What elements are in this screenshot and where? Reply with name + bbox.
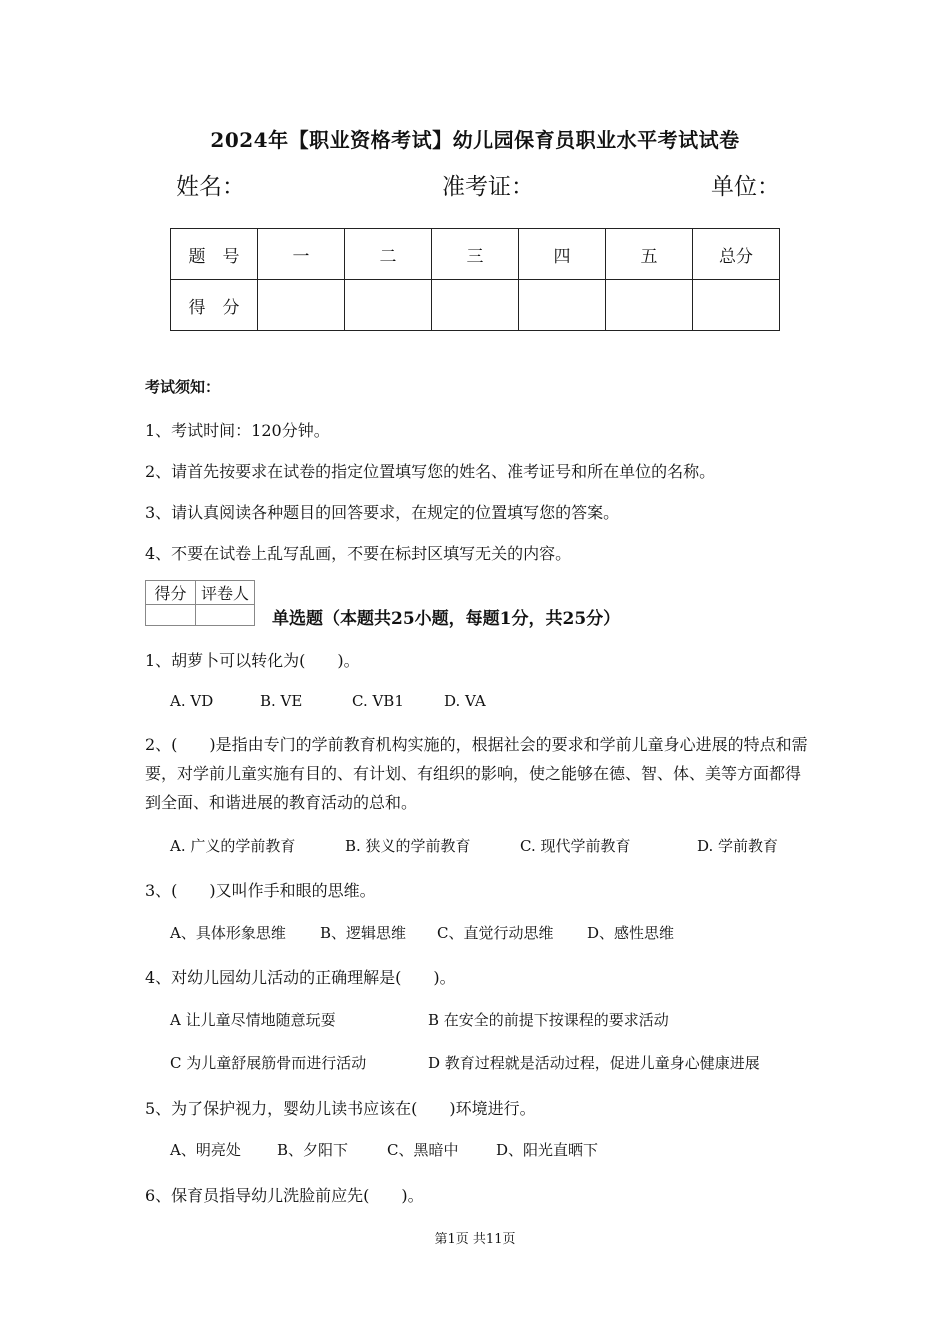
question-option[interactable]: C. VB1 <box>352 692 404 710</box>
score-cell[interactable] <box>519 280 606 331</box>
question-option[interactable]: A、明亮处 <box>170 1141 241 1159</box>
question-option[interactable]: C、直觉行动思维 <box>437 924 554 942</box>
score-table-header-row <box>171 229 780 280</box>
grader-box <box>145 580 255 626</box>
notice-title: 考试须知： <box>145 378 221 396</box>
exam-title: 2024年【职业资格考试】幼儿园保育员职业水平考试试卷 <box>210 128 740 152</box>
notice-item: 2、请首先按要求在试卷的指定位置填写您的姓名、准考证号和所在单位的名称。 <box>145 462 716 481</box>
question-option[interactable]: A. VD <box>170 692 214 710</box>
question-option[interactable]: D、感性思维 <box>587 924 675 942</box>
question-stem: 4、对幼儿园幼儿活动的正确理解是( )。 <box>145 968 456 987</box>
question-stem: 5、为了保护视力，婴幼儿读书应该在( )环境进行。 <box>145 1099 536 1118</box>
unit-label: 单位： <box>711 174 780 200</box>
question-option[interactable]: C. 现代学前教育 <box>520 837 631 855</box>
notice-item: 4、不要在试卷上乱写乱画，不要在标封区填写无关的内容。 <box>145 544 572 563</box>
grader-score-label: 得分 <box>146 581 196 605</box>
score-table-score-row <box>171 280 780 331</box>
score-header-cell: 总分 <box>693 229 780 280</box>
score-header-cell: 五 <box>606 229 693 280</box>
page-footer: 第1页 共11页 <box>434 1232 516 1247</box>
question-option[interactable]: D 教育过程就是活动过程，促进儿童身心健康进展 <box>428 1054 760 1072</box>
score-row-label: 得 分 <box>171 280 258 331</box>
grader-name-label: 评卷人 <box>196 581 255 605</box>
section-title: 单选题（本题共25小题，每题1分，共25分） <box>272 609 621 629</box>
question-option[interactable]: B. VE <box>260 692 303 710</box>
question-option[interactable]: C 为儿童舒展筋骨而进行活动 <box>170 1054 367 1072</box>
question-option[interactable]: A、具体形象思维 <box>170 924 286 942</box>
question-option[interactable]: D、阳光直晒下 <box>496 1141 599 1159</box>
score-cell[interactable] <box>693 280 780 331</box>
grader-name-cell[interactable] <box>196 605 255 626</box>
question-option[interactable]: B、夕阳下 <box>277 1141 349 1159</box>
question-option[interactable]: D. VA <box>444 692 486 710</box>
name-label: 姓名： <box>176 174 245 200</box>
score-header-cell: 一 <box>258 229 345 280</box>
question-option[interactable]: B 在安全的前提下按课程的要求活动 <box>428 1011 669 1029</box>
score-header-cell: 题 号 <box>171 229 258 280</box>
question-stem: 1、胡萝卜可以转化为( )。 <box>145 651 360 670</box>
score-header-cell: 二 <box>345 229 432 280</box>
score-header-cell: 三 <box>432 229 519 280</box>
score-cell[interactable] <box>345 280 432 331</box>
score-header-cell: 四 <box>519 229 606 280</box>
exam-id-label: 准考证： <box>442 174 534 200</box>
question-stem: 2、( )是指由专门的学前教育机构实施的，根据社会的要求和学前儿童身心进展的特点和需要，对学前儿童实施有目的、有计划、有组织的影响，使之能够在德、智、体、美等方面都得到全面、和谐进展的教育活动的总和。 <box>145 735 808 812</box>
score-cell[interactable] <box>432 280 519 331</box>
notice-item: 3、请认真阅读各种题目的回答要求，在规定的位置填写您的答案。 <box>145 503 620 522</box>
score-cell[interactable] <box>606 280 693 331</box>
question-option[interactable]: D. 学前教育 <box>697 837 779 855</box>
question-option[interactable]: A. 广义的学前教育 <box>170 837 296 855</box>
question-option[interactable]: C、黑暗中 <box>387 1141 459 1159</box>
notice-item: 1、考试时间：120分钟。 <box>145 421 330 440</box>
question-option[interactable]: B. 狭义的学前教育 <box>345 837 471 855</box>
grader-score-cell[interactable] <box>146 605 196 626</box>
question-option[interactable]: B、逻辑思维 <box>320 924 407 942</box>
score-table <box>170 228 780 331</box>
question-option[interactable]: A 让儿童尽情地随意玩耍 <box>170 1011 336 1029</box>
question-stem: 3、( )又叫作手和眼的思维。 <box>145 881 376 900</box>
question-stem: 6、保育员指导幼儿洗脸前应先( )。 <box>145 1186 424 1205</box>
score-cell[interactable] <box>258 280 345 331</box>
